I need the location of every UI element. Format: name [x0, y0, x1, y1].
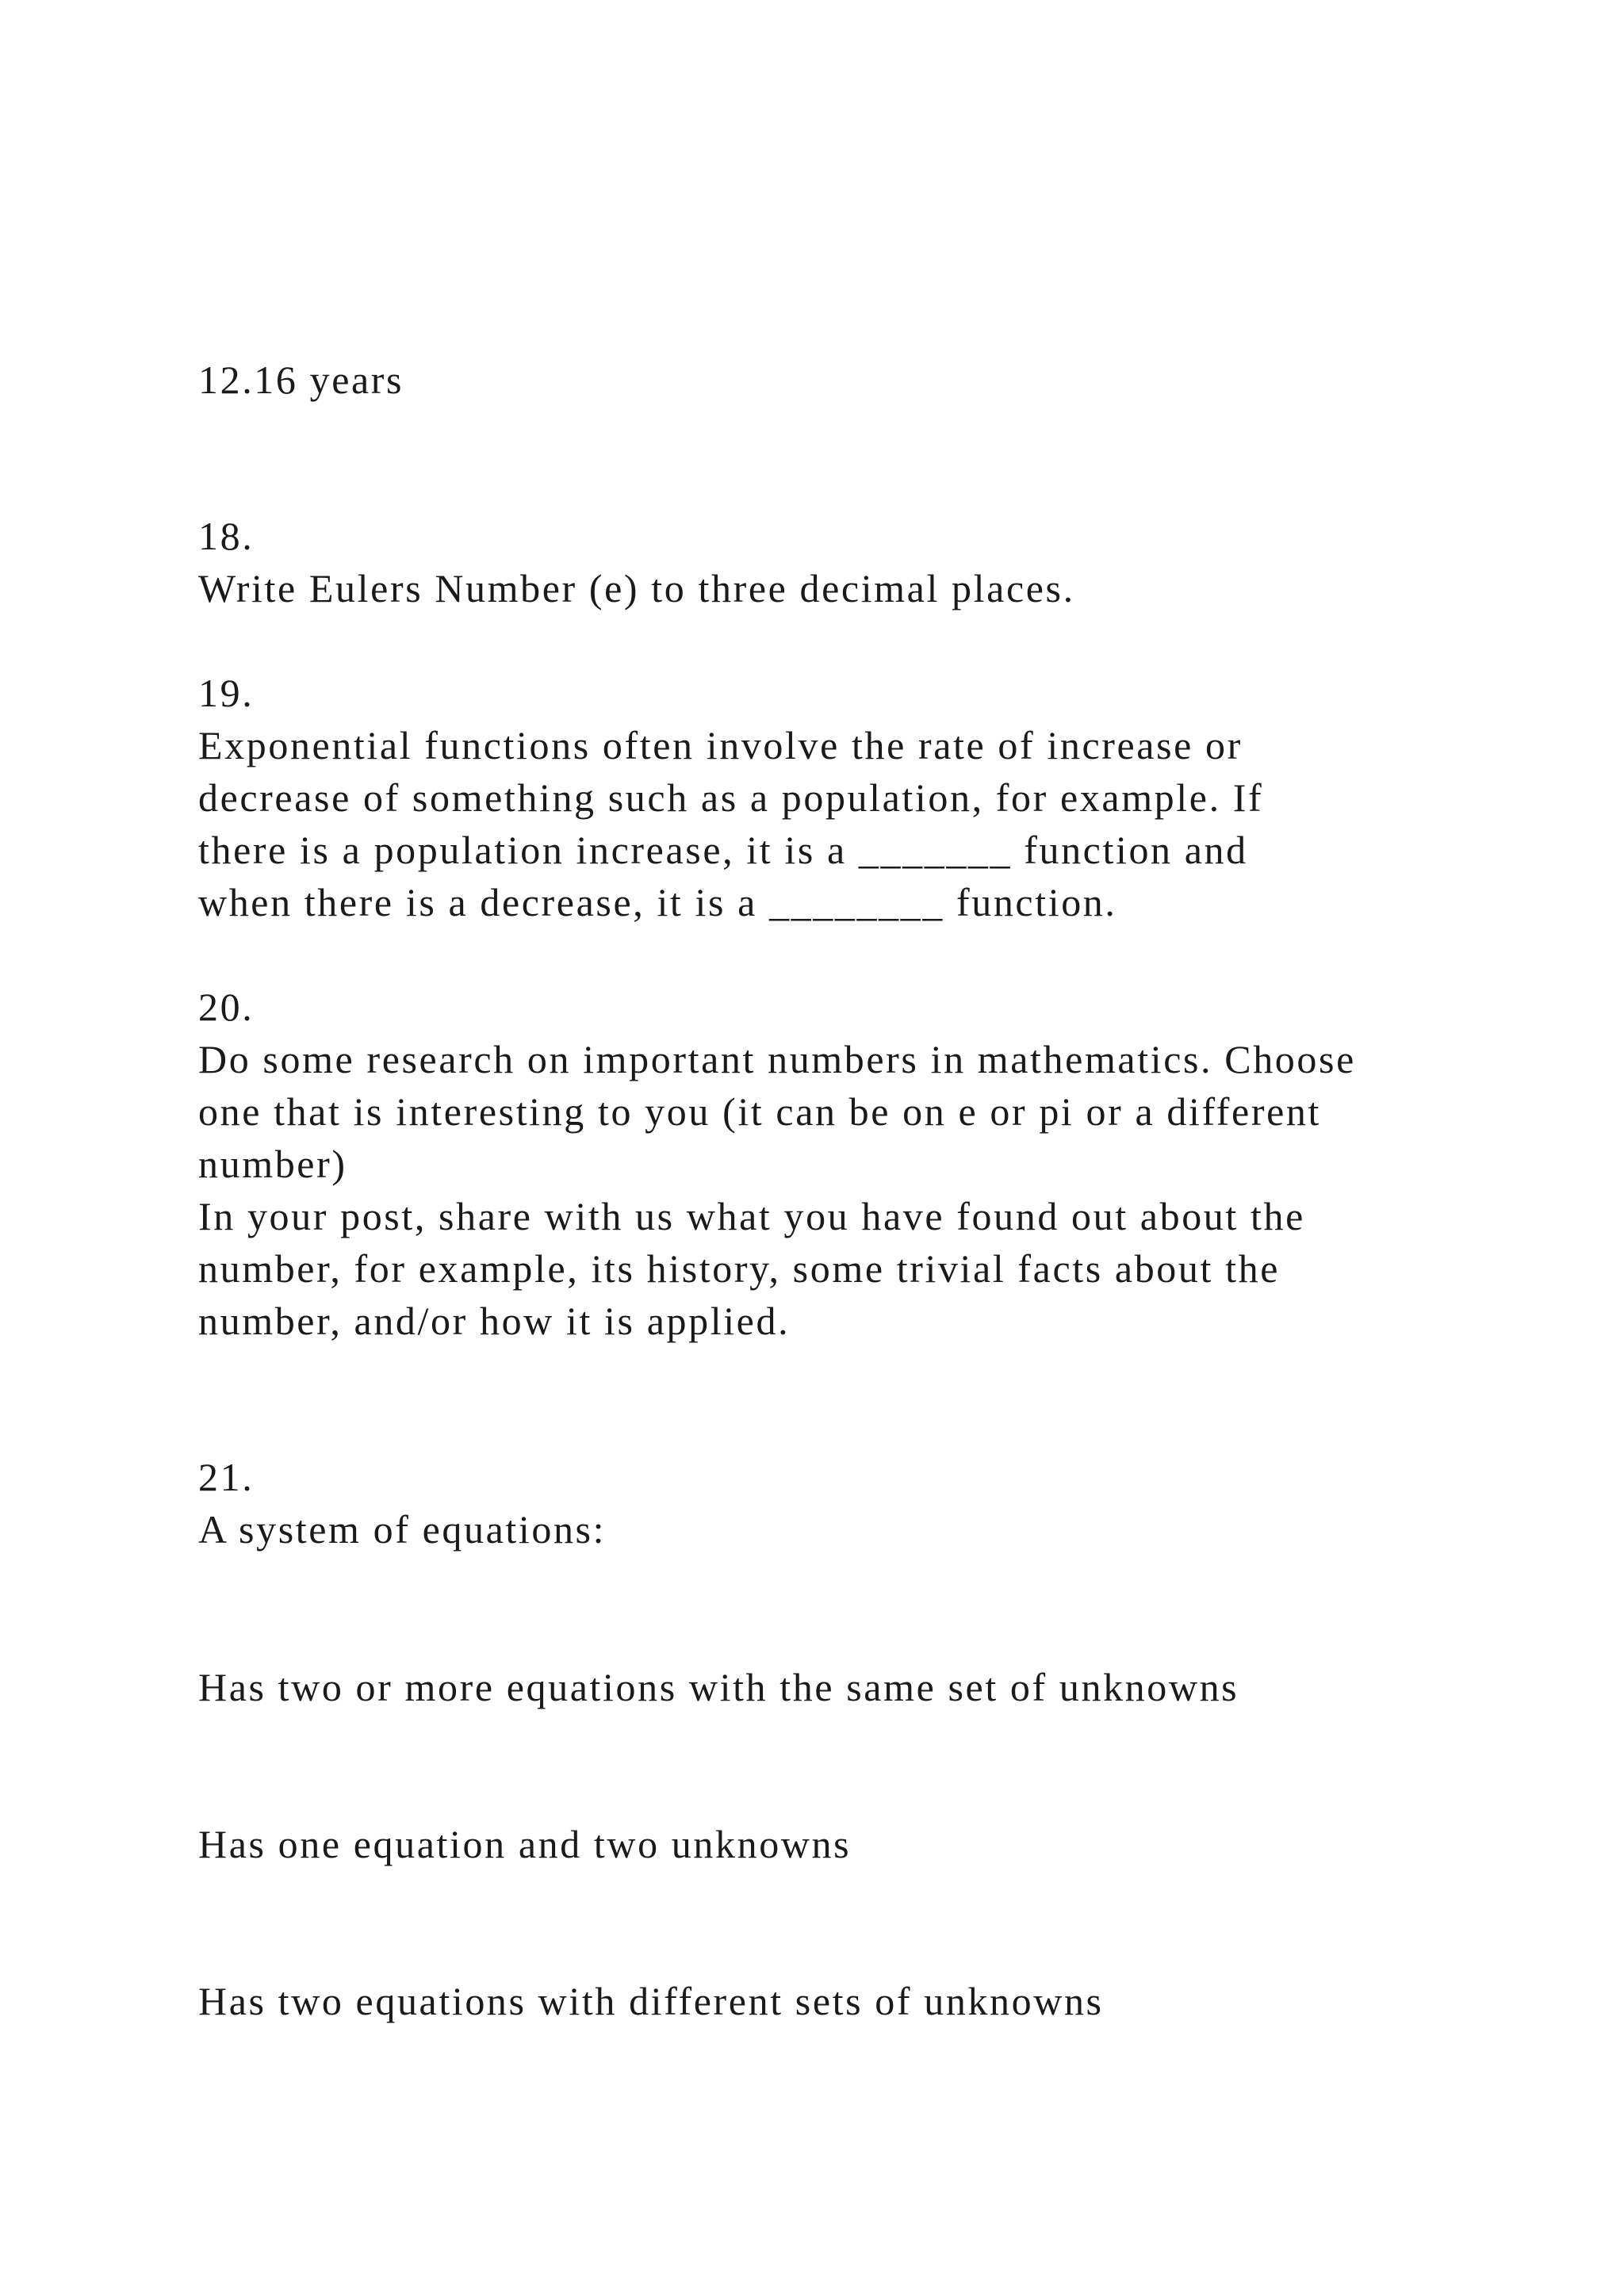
question-20-text-line-5: number, for example, its history, some trivial facts about the — [198, 1246, 1280, 1291]
question-21-option-3: Has two equations with different sets of unknowns — [198, 1979, 1104, 2023]
question-19-text-line-4: when there is a decrease, it is a ________ function. — [198, 880, 1117, 924]
question-21-number: 21. — [198, 1455, 255, 1499]
question-20-text-line-6: number, and/or how it is applied. — [198, 1299, 791, 1343]
previous-answer: 12.16 years — [198, 358, 404, 402]
question-20-number: 20. — [198, 985, 255, 1029]
question-21-text: A system of equations: — [198, 1507, 607, 1552]
question-18-text: Write Eulers Number (e) to three decimal places. — [198, 566, 1075, 610]
question-18-number: 18. — [198, 514, 255, 558]
question-19-text-line-1: Exponential functions often involve the rate of increase or — [198, 723, 1243, 767]
question-21-option-1: Has two or more equations with the same set of unknowns — [198, 1665, 1239, 1709]
question-20-text-line-4: In your post, share with us what you have found out about the — [198, 1194, 1305, 1238]
question-20-text-line-2: one that is interesting to you (it can be on e or pi or a different — [198, 1089, 1321, 1134]
question-19-text-line-3: there is a population increase, it is a _______ function and — [198, 828, 1248, 872]
question-19-number: 19. — [198, 671, 255, 715]
question-20-text-line-3: number) — [198, 1142, 347, 1186]
question-21-option-2: Has one equation and two unknowns — [198, 1822, 852, 1866]
question-20-text-line-1: Do some research on important numbers in mathematics. Choose — [198, 1037, 1356, 1081]
question-19-text-line-2: decrease of something such as a population, for example. If — [198, 775, 1264, 820]
